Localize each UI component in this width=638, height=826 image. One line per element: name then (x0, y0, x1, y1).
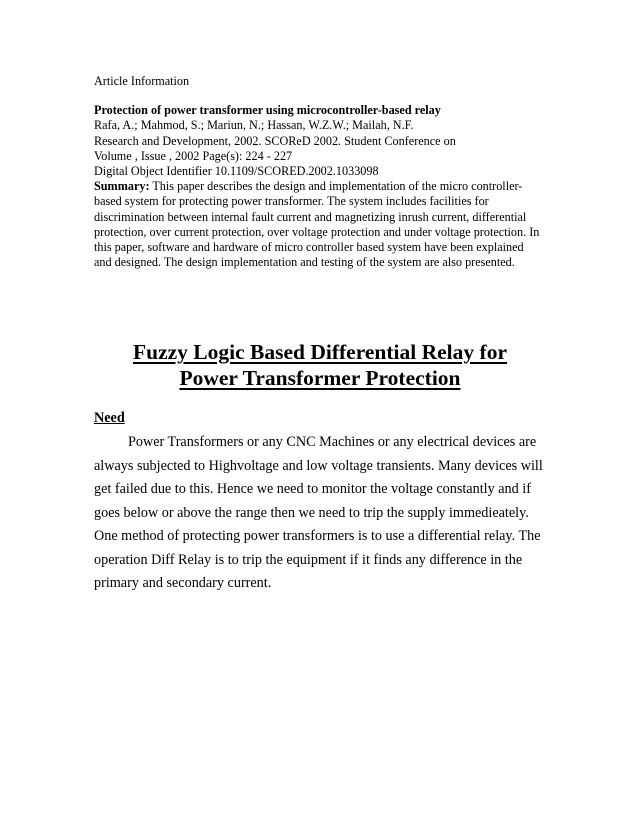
need-paragraph: Power Transformers or any CNC Machines or any electrical devices are always subjected to Highvoltage and low voltage transients. Many devices will get failed due to this. Hence we need to monitor the voltage constantly and if goes below or above the range then we need to trip the supply immedieately. One method of protecting power transformers is to use a differential relay. The operation Diff Relay is to trip the equipment if it finds any difference in the primary and secondary current. (94, 434, 543, 591)
conference-name: Research and Development, 2002. SCOReD 2002. Student Conference on (94, 133, 456, 148)
doi-identifier: Digital Object Identifier 10.1109/SCORED.2002.1033098 (94, 164, 379, 179)
paper-title: Protection of power transformer using microcontroller-based relay (94, 103, 441, 118)
main-title (60, 339, 580, 391)
summary-text: This paper describes the design and implementation of the micro controller-based system for protecting power transformer. The system includes facilities for discrimination between internal fault current and magnetizing inrush current, differential protection, over current protection, over voltage protection and under voltage protection. In this paper, software and hardware of micro controller based system have been explained and designed. The design implementation and testing of the system are also presented. (94, 179, 540, 270)
paper-authors: Rafa, A.; Mahmod, S.; Mariun, N.; Hassan, W.Z.W.; Mailah, N.F. (94, 118, 414, 133)
main-title-line-2: Power Transformer Protection (179, 366, 461, 390)
summary-paragraph (94, 179, 544, 270)
need-heading: Need (94, 410, 125, 426)
summary-label: Summary: (94, 179, 150, 194)
volume-pages: Volume , Issue , 2002 Page(s): 224 - 227 (94, 148, 293, 163)
article-information-block (94, 74, 554, 270)
main-title-line-1: Fuzzy Logic Based Differential Relay for (133, 340, 507, 364)
article-information-heading: Article Information (94, 74, 190, 88)
